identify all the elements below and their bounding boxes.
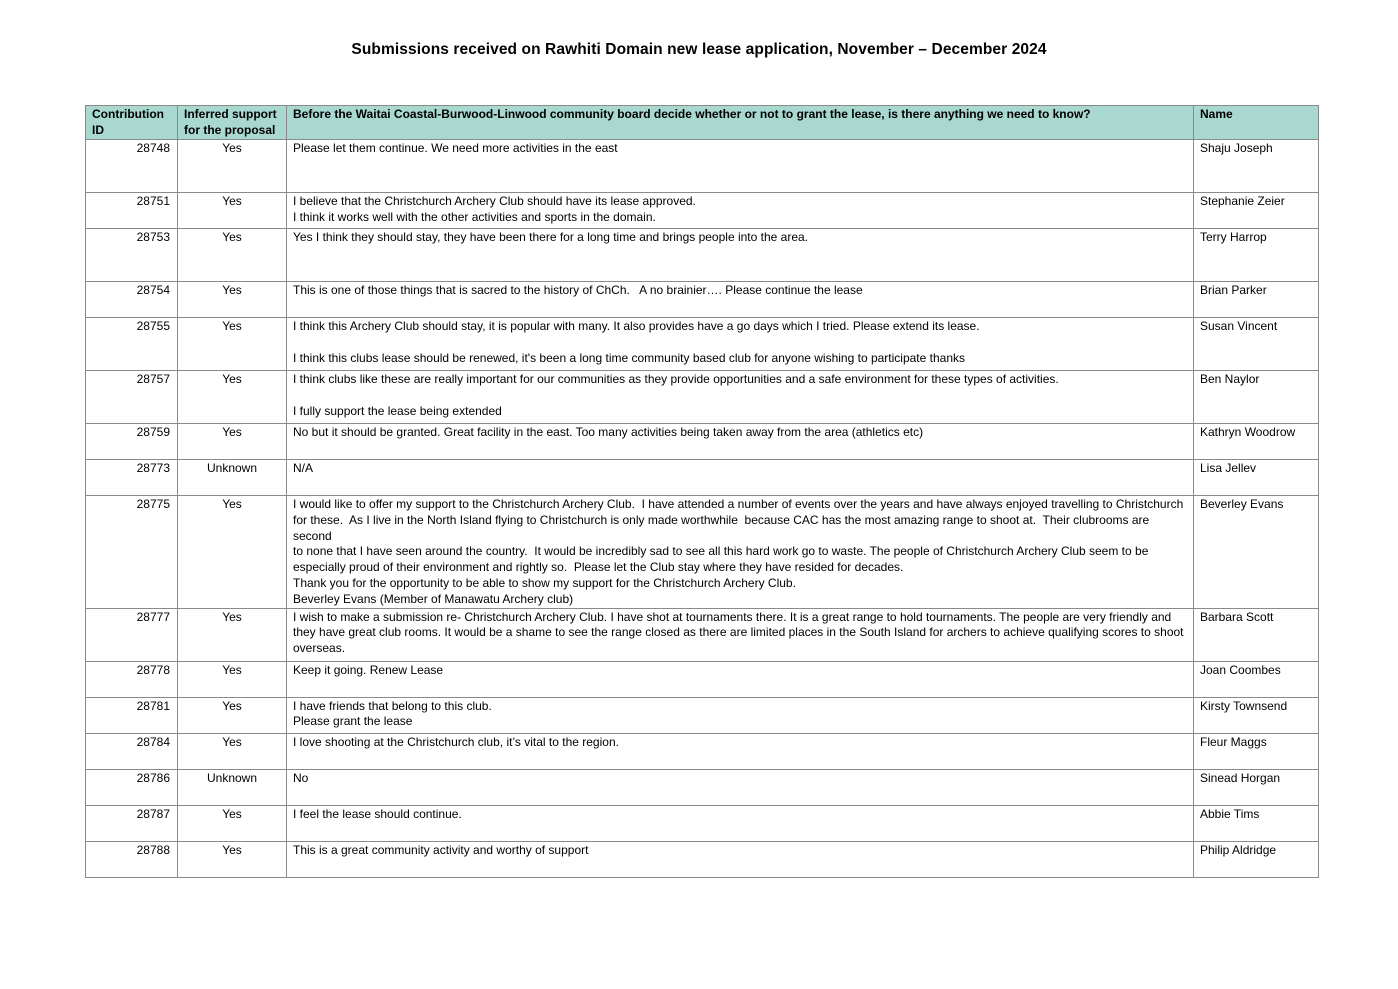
contribution-id-cell: 28748	[86, 140, 178, 193]
submission-text-cell	[287, 282, 1194, 318]
submitter-name-cell: Terry Harrop	[1194, 229, 1319, 282]
inferred-support-cell: Yes	[178, 318, 287, 371]
inferred-support-cell: Yes	[178, 733, 287, 769]
table-row	[86, 733, 1319, 769]
submission-text-line: Beverley Evans (Member of Manawatu Archery club)	[293, 591, 574, 606]
submitter-name-cell: Susan Vincent	[1194, 318, 1319, 371]
submission-text-line: I would like to offer my support to the Christchurch Archery Club. I have attended a number of events over the years and have always enjoyed travelling to Christchurch	[293, 497, 1184, 511]
inferred-support-cell: Yes	[178, 496, 287, 609]
submitter-name-cell: Barbara Scott	[1194, 608, 1319, 661]
submitter-name-cell: Fleur Maggs	[1194, 733, 1319, 769]
submission-text-line: they have great club rooms. It would be a shame to see the range closed as there are limited places in the South Island for archers to achieve qualifying scores to shoot	[293, 625, 1184, 640]
table-row	[86, 371, 1319, 424]
submitter-name-cell: Joan Coombes	[1194, 661, 1319, 697]
submission-text-cell	[287, 661, 1194, 697]
table-row	[86, 661, 1319, 697]
inferred-support-cell: Yes	[178, 282, 287, 318]
contribution-id-cell: 28773	[86, 460, 178, 496]
submitter-name-cell: Brian Parker	[1194, 282, 1319, 318]
submission-text-line: This is one of those things that is sacred to the history of ChCh. A no brainier…. Please continue the lease	[293, 283, 863, 297]
contribution-id-cell: 28788	[86, 841, 178, 877]
submission-text-line: No	[293, 770, 309, 785]
contribution-id-cell: 28753	[86, 229, 178, 282]
submission-blank-line	[293, 335, 1187, 351]
submission-blank-line	[293, 388, 1187, 404]
inferred-support-cell: Yes	[178, 371, 287, 424]
submission-text-line: Please let them continue. We need more activities in the east	[293, 141, 618, 155]
submission-text-cell	[287, 805, 1194, 841]
submitter-name-cell: Abbie Tims	[1194, 805, 1319, 841]
table-row	[86, 229, 1319, 282]
submission-text-line: I think this clubs lease should be renewed, it's been a long time community based club for anyone wishing to participate thanks	[293, 350, 966, 365]
submission-text-cell	[287, 496, 1194, 609]
table-row	[86, 460, 1319, 496]
submission-text-line: I love shooting at the Christchurch club, it’s vital to the region.	[293, 734, 619, 749]
submission-text-cell	[287, 460, 1194, 496]
inferred-support-cell: Unknown	[178, 460, 287, 496]
submission-text-cell	[287, 769, 1194, 805]
submitter-name-cell: Shaju Joseph	[1194, 140, 1319, 193]
submission-text-line: I wish to make a submission re- Christchurch Archery Club. I have shot at tournaments there. It is a great range to hold tournaments. The people are very friendly and	[293, 609, 1172, 624]
contribution-id-cell: 28778	[86, 661, 178, 697]
contribution-id-cell: 28777	[86, 608, 178, 661]
contribution-id-cell: 28755	[86, 318, 178, 371]
submission-text-line: I think it works well with the other activities and sports in the domain.	[293, 209, 656, 224]
table-row	[86, 841, 1319, 877]
inferred-support-cell: Yes	[178, 608, 287, 661]
submission-text-line: I have friends that belong to this club.	[293, 698, 492, 713]
inferred-support-cell: Yes	[178, 424, 287, 460]
inferred-support-cell: Unknown	[178, 769, 287, 805]
submission-text-line: I think this Archery Club should stay, it is popular with many. It also provides have a go days which I tried. Please extend its lease.	[293, 319, 980, 333]
submission-text-line: overseas.	[293, 641, 346, 656]
submissions-table	[85, 105, 1319, 878]
table-row	[86, 140, 1319, 193]
table-header-row	[86, 106, 1319, 140]
submission-text-line: I believe that the Christchurch Archery Club should have its lease approved.	[293, 194, 696, 208]
inferred-support-cell: Yes	[178, 841, 287, 877]
submitter-name-cell: Kirsty Townsend	[1194, 697, 1319, 733]
document-title: Submissions received on Rawhiti Domain new lease application, November – December 2024	[351, 41, 1047, 58]
submission-text-cell	[287, 608, 1194, 661]
contribution-id-cell: 28754	[86, 282, 178, 318]
submission-text-line: to none that I have seen around the country. It would be incredibly sad to see all this hard work go to waste. The people of Christchurch Archery Club seem to be	[293, 544, 1149, 559]
submission-text-line: This is a great community activity and worthy of support	[293, 842, 589, 857]
submission-text-cell	[287, 229, 1194, 282]
inferred-support-cell: Yes	[178, 140, 287, 193]
contribution-id-cell: 28759	[86, 424, 178, 460]
inferred-support-cell: Yes	[178, 697, 287, 733]
submission-text-cell	[287, 697, 1194, 733]
submission-text-line: I feel the lease should continue.	[293, 806, 462, 821]
table-row	[86, 697, 1319, 733]
header-inferred-support: Inferred support for the proposal	[178, 106, 287, 140]
submission-text-cell	[287, 424, 1194, 460]
contribution-id-cell: 28781	[86, 697, 178, 733]
submitter-name-cell: Ben Naylor	[1194, 371, 1319, 424]
table-row	[86, 318, 1319, 371]
contribution-id-cell: 28786	[86, 769, 178, 805]
inferred-support-cell: Yes	[178, 229, 287, 282]
header-contribution-id: Contribution ID	[86, 106, 178, 140]
table-row	[86, 193, 1319, 229]
table-row	[86, 496, 1319, 609]
submission-text-cell	[287, 193, 1194, 229]
contribution-id-cell: 28787	[86, 805, 178, 841]
header-question: Before the Waitai Coastal-Burwood-Linwood community board decide whether or not to grant the lease, is there anything we need to know?	[287, 106, 1194, 140]
table-row	[86, 282, 1319, 318]
submission-text-line: Keep it going. Renew Lease	[293, 662, 444, 677]
submitter-name-cell: Beverley Evans	[1194, 496, 1319, 609]
table-row	[86, 769, 1319, 805]
submission-text-line: especially proud of their environment and rightly so. Please let the Club stay where they have resided for decades.	[293, 560, 904, 575]
submitter-name-cell: Kathryn Woodrow	[1194, 424, 1319, 460]
submission-text-line: I think clubs like these are really important for our communities as they provide opportunities and a safe environment for these types of activities.	[293, 372, 1059, 386]
submission-text-cell	[287, 841, 1194, 877]
submitter-name-cell: Philip Aldridge	[1194, 841, 1319, 877]
contribution-id-cell: 28775	[86, 496, 178, 609]
submission-text-cell	[287, 318, 1194, 371]
inferred-support-cell: Yes	[178, 193, 287, 229]
submission-text-line: for these. As I live in the North Island flying to Christchurch is only made worthwhile because CAC has the most amazing range to shoot at. Their clubrooms are second	[293, 512, 1153, 543]
table-row	[86, 424, 1319, 460]
submission-text-cell	[287, 140, 1194, 193]
contribution-id-cell: 28784	[86, 733, 178, 769]
header-name: Name	[1194, 106, 1319, 140]
table-row	[86, 608, 1319, 661]
inferred-support-cell: Yes	[178, 805, 287, 841]
table-body	[86, 140, 1319, 878]
submission-text-cell	[287, 371, 1194, 424]
submission-text-cell	[287, 733, 1194, 769]
submission-text-line: Thank you for the opportunity to be able to show my support for the Christchurch Archery Club.	[293, 575, 796, 590]
submitter-name-cell: Sinead Horgan	[1194, 769, 1319, 805]
submission-text-line: No but it should be granted. Great facility in the east. Too many activities being taken away from the area (athletics etc)	[293, 425, 924, 439]
contribution-id-cell: 28757	[86, 371, 178, 424]
table-row	[86, 805, 1319, 841]
submission-text-line: Please grant the lease	[293, 714, 413, 729]
submitter-name-cell: Stephanie Zeier	[1194, 193, 1319, 229]
contribution-id-cell: 28751	[86, 193, 178, 229]
submission-text-line: N/A	[293, 461, 314, 475]
submission-text-line: I fully support the lease being extended	[293, 403, 502, 418]
submitter-name-cell: Lisa Jellev	[1194, 460, 1319, 496]
inferred-support-cell: Yes	[178, 661, 287, 697]
submission-text-line: Yes I think they should stay, they have been there for a long time and brings people into the area.	[293, 230, 809, 244]
